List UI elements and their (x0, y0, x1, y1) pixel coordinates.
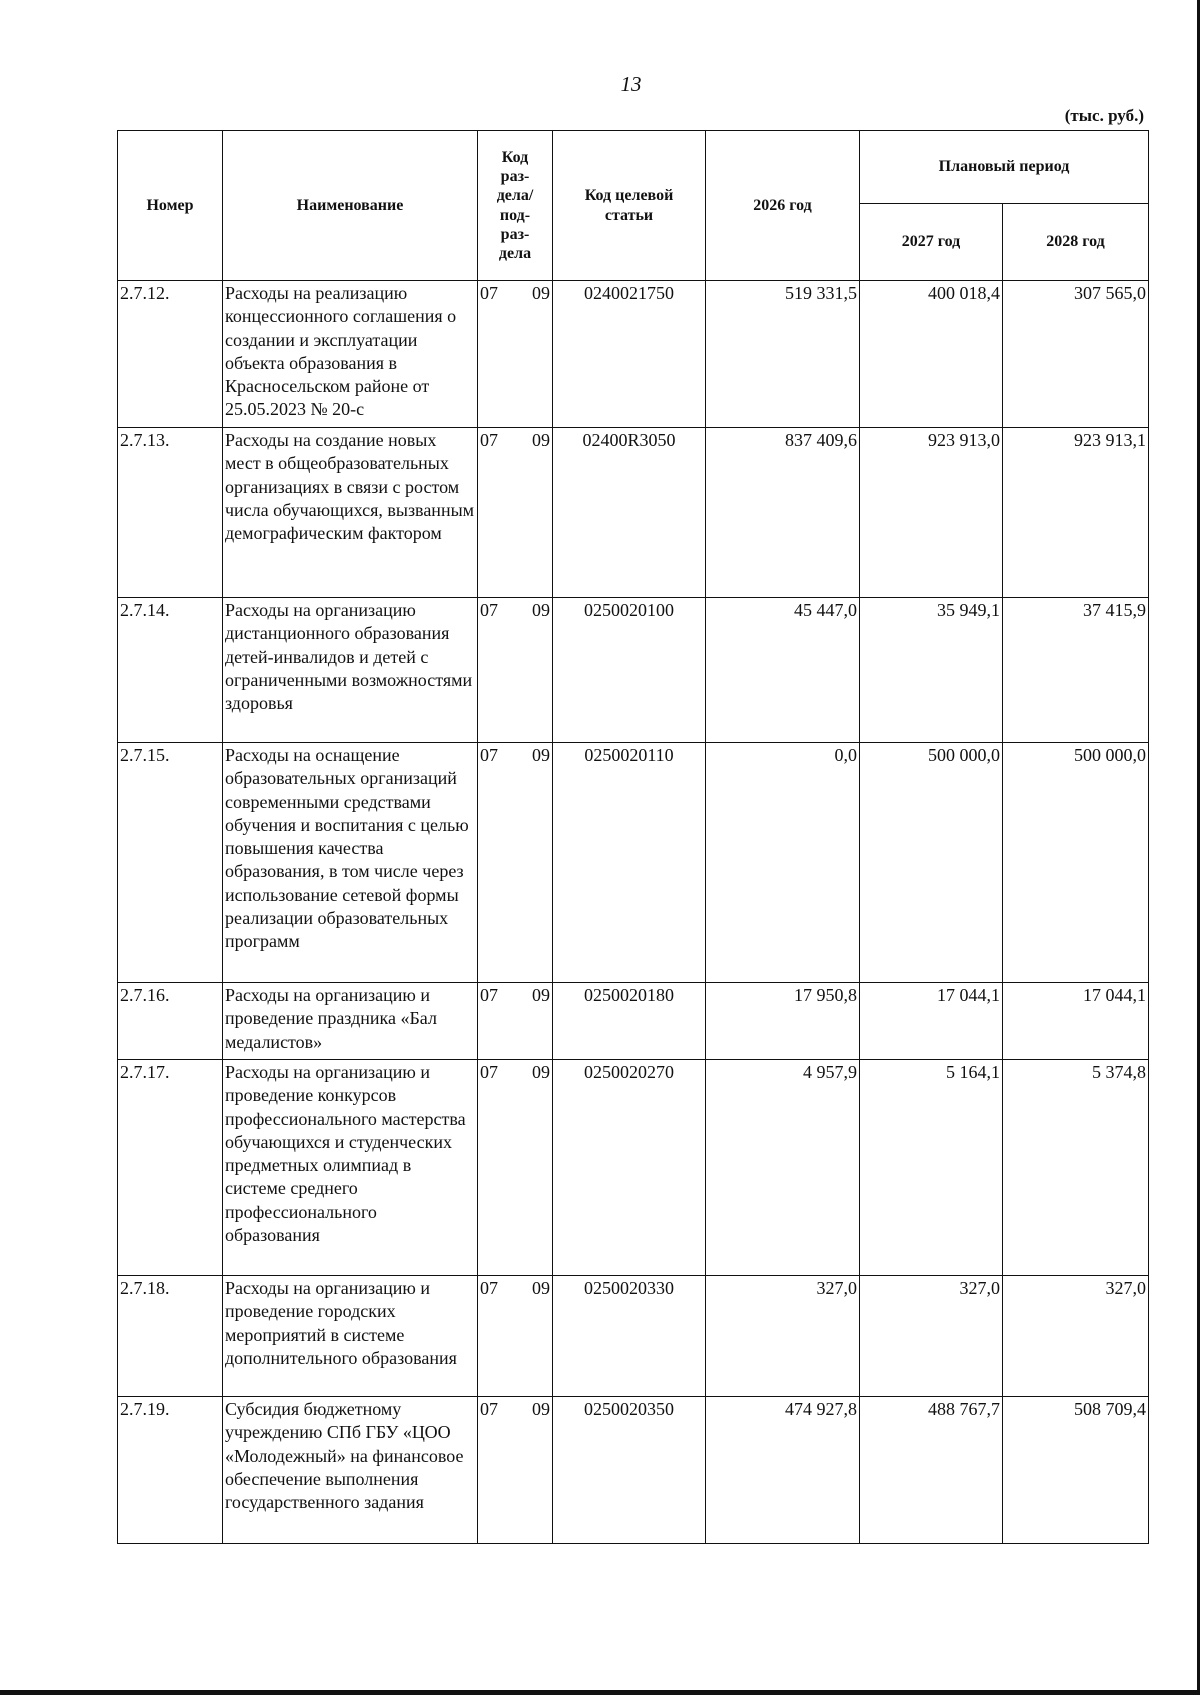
header-year-2026: 2026 год (706, 131, 860, 281)
row-amount-2028: 307 565,0 (1003, 281, 1149, 428)
row-amount-2028: 327,0 (1003, 1276, 1149, 1397)
subsection: 09 (532, 745, 550, 765)
row-name: Расходы на реализацию концессионного соглашения о создании и эксплуатации объекта образования в Красносельском районе от 25.05.2023 № 20-с (223, 281, 478, 428)
table-body (118, 281, 1149, 1544)
table-header (118, 131, 1149, 281)
section: 07 (480, 283, 498, 303)
header-name: Наименование (223, 131, 478, 281)
row-name: Расходы на создание новых мест в общеобразовательных организациях в связи с ростом числа обучающихся, вызванным демографическим фактором (223, 428, 478, 598)
section: 07 (480, 1278, 498, 1298)
section: 07 (480, 430, 498, 450)
header-target-code: Код целевой статьи (553, 131, 706, 281)
row-number: 2.7.13. (118, 428, 223, 598)
row-number: 2.7.12. (118, 281, 223, 428)
row-section-code (478, 1060, 553, 1276)
row-number: 2.7.16. (118, 983, 223, 1060)
row-amount-2026: 327,0 (706, 1276, 860, 1397)
row-target-code: 0250020350 (553, 1397, 706, 1544)
row-target-code: 0250020110 (553, 743, 706, 983)
row-amount-2027: 327,0 (860, 1276, 1003, 1397)
header-number: Номер (118, 131, 223, 281)
row-amount-2027: 5 164,1 (860, 1060, 1003, 1276)
row-target-code: 02400R3050 (553, 428, 706, 598)
subsection: 09 (532, 1062, 550, 1082)
row-amount-2027: 488 767,7 (860, 1397, 1003, 1544)
row-name: Расходы на организацию дистанционного образования детей-инвалидов и детей с ограниченными возможностями здоровья (223, 598, 478, 743)
header-planning-period: Плановый период (860, 131, 1149, 204)
row-name: Расходы на организацию и проведение конкурсов профессионального мастерства обучающихся и студенческих предметных олимпиад в системе среднего профессионального образования (223, 1060, 478, 1276)
row-name: Расходы на организацию и проведение городских мероприятий в системе дополнительного образования (223, 1276, 478, 1397)
row-amount-2028: 923 913,1 (1003, 428, 1149, 598)
budget-table (117, 130, 1149, 1544)
header-year-2027: 2027 год (860, 204, 1003, 281)
units-label: (тыс. руб.) (1064, 106, 1144, 125)
row-amount-2026: 519 331,5 (706, 281, 860, 428)
table-row (118, 428, 1149, 598)
table-row (118, 1276, 1149, 1397)
row-amount-2027: 35 949,1 (860, 598, 1003, 743)
header-section-code: Код раз- дела/ под- раз- дела (478, 131, 553, 281)
section: 07 (480, 1062, 498, 1082)
row-section-code (478, 743, 553, 983)
row-name: Субсидия бюджетному учреждению СПб ГБУ «ЦОО «Молодежный» на финансовое обеспечение выполнения государственного задания (223, 1397, 478, 1544)
subsection: 09 (532, 283, 550, 303)
row-amount-2026: 17 950,8 (706, 983, 860, 1060)
table-row (118, 1397, 1149, 1544)
row-amount-2028: 5 374,8 (1003, 1060, 1149, 1276)
table-row (118, 1060, 1149, 1276)
row-section-code (478, 598, 553, 743)
subsection: 09 (532, 985, 550, 1005)
header-year-2028: 2028 год (1003, 204, 1149, 281)
section: 07 (480, 600, 498, 620)
row-number: 2.7.18. (118, 1276, 223, 1397)
row-amount-2026: 837 409,6 (706, 428, 860, 598)
row-amount-2026: 0,0 (706, 743, 860, 983)
subsection: 09 (532, 430, 550, 450)
row-target-code: 0250020330 (553, 1276, 706, 1397)
row-target-code: 0250020270 (553, 1060, 706, 1276)
subsection: 09 (532, 600, 550, 620)
row-name: Расходы на оснащение образовательных организаций современными средствами обучения и воспитания с целью повышения качества образования, в том числе через использование сетевой формы реализации образовательных программ (223, 743, 478, 983)
table-row (118, 281, 1149, 428)
row-target-code: 0250020100 (553, 598, 706, 743)
row-amount-2028: 508 709,4 (1003, 1397, 1149, 1544)
row-amount-2026: 474 927,8 (706, 1397, 860, 1544)
section: 07 (480, 1399, 498, 1419)
row-number: 2.7.15. (118, 743, 223, 983)
row-amount-2028: 17 044,1 (1003, 983, 1149, 1060)
row-amount-2027: 500 000,0 (860, 743, 1003, 983)
row-amount-2026: 45 447,0 (706, 598, 860, 743)
table-row (118, 983, 1149, 1060)
row-section-code (478, 1276, 553, 1397)
row-amount-2027: 400 018,4 (860, 281, 1003, 428)
section: 07 (480, 745, 498, 765)
row-number: 2.7.14. (118, 598, 223, 743)
subsection: 09 (532, 1399, 550, 1419)
row-section-code (478, 281, 553, 428)
row-section-code (478, 428, 553, 598)
row-amount-2026: 4 957,9 (706, 1060, 860, 1276)
table-row (118, 743, 1149, 983)
row-target-code: 0250020180 (553, 983, 706, 1060)
row-amount-2028: 500 000,0 (1003, 743, 1149, 983)
row-target-code: 0240021750 (553, 281, 706, 428)
row-section-code (478, 1397, 553, 1544)
row-section-code (478, 983, 553, 1060)
page-number: 13 (620, 72, 642, 96)
scan-edge-bottom (0, 1690, 1200, 1695)
table-row (118, 598, 1149, 743)
subsection: 09 (532, 1278, 550, 1298)
row-name: Расходы на организацию и проведение праздника «Бал медалистов» (223, 983, 478, 1060)
row-amount-2028: 37 415,9 (1003, 598, 1149, 743)
section: 07 (480, 985, 498, 1005)
row-amount-2027: 923 913,0 (860, 428, 1003, 598)
row-number: 2.7.17. (118, 1060, 223, 1276)
row-amount-2027: 17 044,1 (860, 983, 1003, 1060)
row-number: 2.7.19. (118, 1397, 223, 1544)
